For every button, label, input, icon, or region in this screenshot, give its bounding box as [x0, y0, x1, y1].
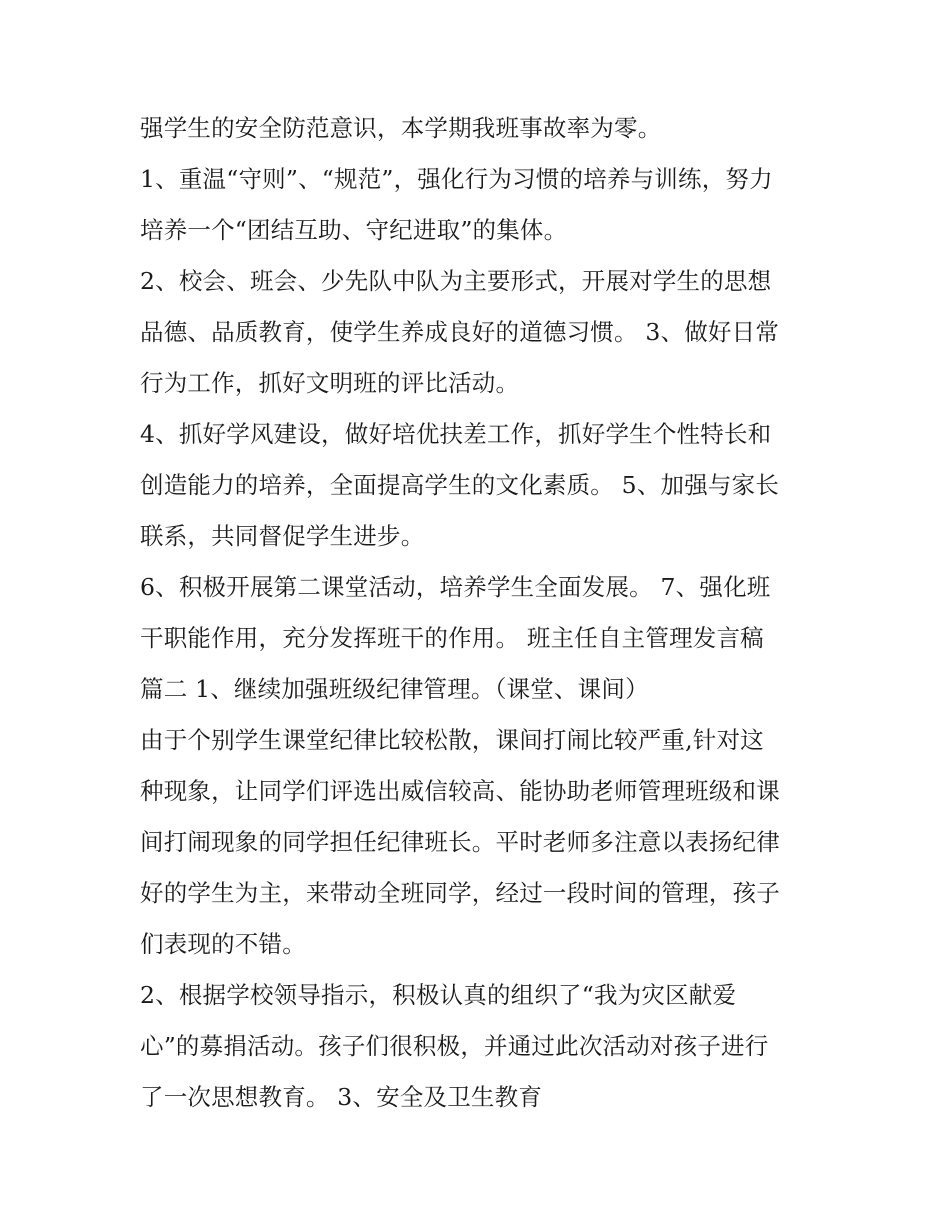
- text-line: 了一次思想教育。 3、安全及卫生教育: [140, 1083, 543, 1111]
- text-line: 4、抓好学风建设，做好培优扶差工作，抓好学生个性特长和: [140, 420, 772, 448]
- text-line: 们表现的不错。: [140, 930, 306, 958]
- text-line: 1、重温“守则”、“规范”，强化行为习惯的培养与训练，努力: [140, 165, 773, 193]
- text-line: 干职能作用，充分发挥班干的作用。 班主任自主管理发言稿: [140, 624, 764, 652]
- text-line: 种现象，让同学们评选出威信较高、能协助老师管理班级和课: [140, 777, 780, 805]
- text-line: 培养一个“团结互助、守纪进取”的集体。: [140, 216, 568, 244]
- text-line: 由于个别学生课堂纪律比较松散，课间打闹比较严重,针对这: [140, 726, 764, 754]
- text-line: 强学生的安全防范意识，本学期我班事故率为零。: [140, 114, 662, 142]
- text-line: 心”的募捐活动。孩子们很积极，并通过此次活动对孩子进行: [140, 1032, 769, 1060]
- text-line: 行为工作，抓好文明班的评比活动。: [140, 369, 520, 397]
- text-line: 联系，共同督促学生进步。: [140, 522, 425, 550]
- text-line: 6、积极开展第二课堂活动，培养学生全面发展。 7、强化班: [140, 573, 771, 601]
- text-line: 2、根据学校领导指示，积极认真的组织了“我为灾区献爱: [140, 981, 737, 1009]
- text-line: 品德、品质教育，使学生养成良好的道德习惯。 3、做好日常: [140, 318, 780, 346]
- text-line: 创造能力的培养，全面提高学生的文化素质。 5、加强与家长: [140, 471, 780, 499]
- text-line: 间打闹现象的同学担任纪律班长。平时老师多注意以表扬纪律: [140, 828, 780, 856]
- text-line: 好的学生为主，来带动全班同学，经过一段时间的管理，孩子: [140, 879, 780, 907]
- text-line: 2、校会、班会、少先队中队为主要形式，开展对学生的思想: [140, 267, 772, 295]
- text-line: 篇二 1、继续加强班级纪律管理。（课堂、课间）: [140, 675, 649, 703]
